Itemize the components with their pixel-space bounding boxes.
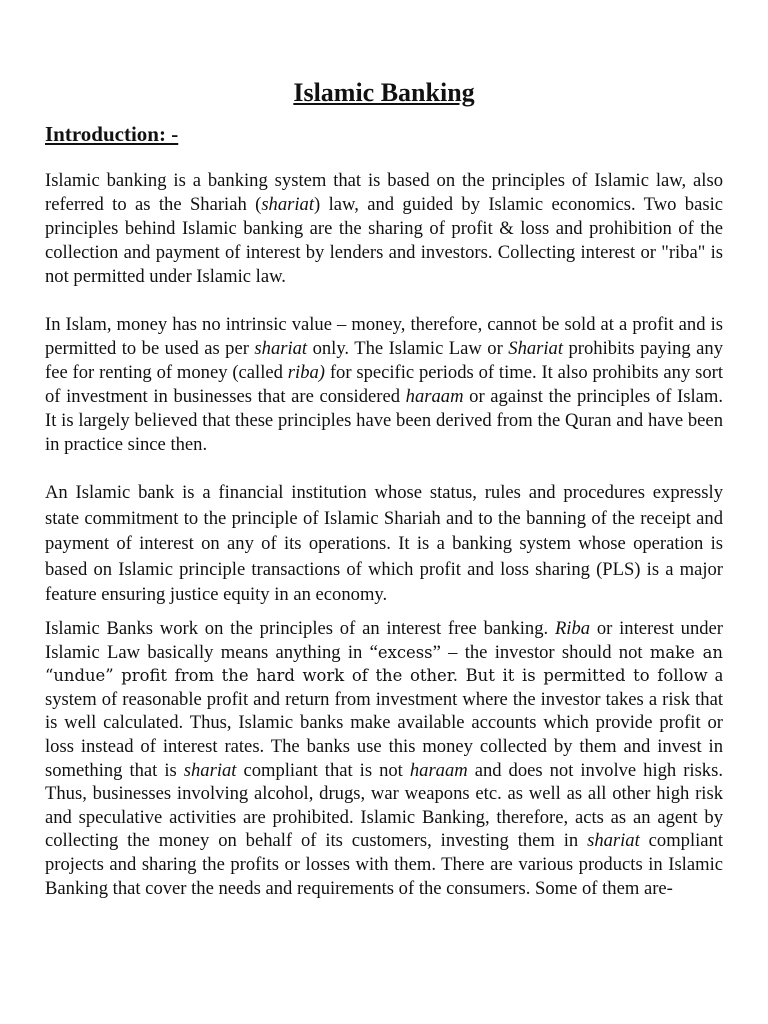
p4-text-i: compliant that is not xyxy=(236,759,410,781)
p4-text-undue: make an “undue” profit from the hard work of the other. But it is permitted to follow xyxy=(45,642,723,686)
p2-text-e: prohibits paying any fee for renting of money (called xyxy=(45,338,724,383)
paragraph-2 xyxy=(45,313,723,457)
paragraph-3: An Islamic bank is a financial institution whose status, rules and procedures expressly state commitment to the principle of Islamic Shariah and to the banning of the receipt and payment of interest on any of its operations. It is a banking system whose operation is based on Islamic principle transactions of which profit and loss sharing (PLS) is a major feature ensuring justice equity in an economy. xyxy=(45,482,723,605)
p4-text-a: Islamic Banks work on the principles of an interest free banking. xyxy=(45,618,555,639)
p4-text-k: and does not involve high risks. Thus, businesses involving alcohol, drugs, war weapons etc. as well as all other high risk and speculative activities are prohibited. Islamic Banking, therefore, acts as an agent by collecting the money on behalf of its customers, investing them in xyxy=(45,759,723,852)
p4-text-excess: excess xyxy=(377,642,433,662)
paragraph-1 xyxy=(45,169,723,289)
p2-italic-haraam: haraam xyxy=(405,386,464,407)
introduction-heading: Introduction: - xyxy=(45,122,179,146)
p2-text-c: only. The Islamic Law or xyxy=(307,338,509,359)
document-title: Islamic Banking xyxy=(293,78,475,107)
p2-text-a: In Islam, money has no intrinsic value – money, therefore, cannot be sold at a profit and is permitted to be used as per xyxy=(45,314,723,359)
p2-italic-shariat-2: Shariat xyxy=(508,338,564,359)
p4-text-m: compliant projects and sharing the profits or losses with them. There are various products in Islamic Banking that cover the needs and requirements of the consumers. Some of them are- xyxy=(45,830,723,899)
p4-italic-shariat-2: shariat xyxy=(587,830,640,852)
p4-text-g: a system of reasonable profit and return from investment where the investor takes a risk that is well calculated. Thus, Islamic banks make available accounts which provide profit or loss instead of interest rates. The banks use this money collected by them and invest in something that is xyxy=(45,665,723,781)
p4-text-e: ” – the investor should not xyxy=(432,641,650,663)
p4-text-c: or interest under Islamic Law basically means anything in “ xyxy=(45,618,723,663)
p2-italic-shariat: shariat xyxy=(254,338,308,359)
p1-text-c: ) law, and guided by Islamic economics. Two basic principles behind Islamic banking are the sharing of profit & loss and prohibition of the collection and payment of interest by lenders and investors. Collecting interest or "riba" is not permitted under Islamic law. xyxy=(45,194,723,287)
p4-italic-shariat: shariat xyxy=(183,759,237,781)
p4-italic-haraam: haraam xyxy=(409,759,468,781)
p1-italic-shariat: shariat xyxy=(261,194,315,215)
p2-text-i: or against the principles of Islam. It is largely believed that these principles have been derived from the Quran and have been in practice since then. xyxy=(45,386,723,455)
p1-text-a: Islamic banking is a banking system that is based on the principles of Islamic law, also referred to as the Shariah ( xyxy=(45,170,723,215)
p2-italic-riba: riba) xyxy=(287,362,325,383)
paragraph-4 xyxy=(45,617,723,900)
p4-italic-riba: Riba xyxy=(554,618,591,639)
p2-text-g: for specific periods of time. It also prohibits any sort of investment in businesses that are considered xyxy=(45,362,723,407)
